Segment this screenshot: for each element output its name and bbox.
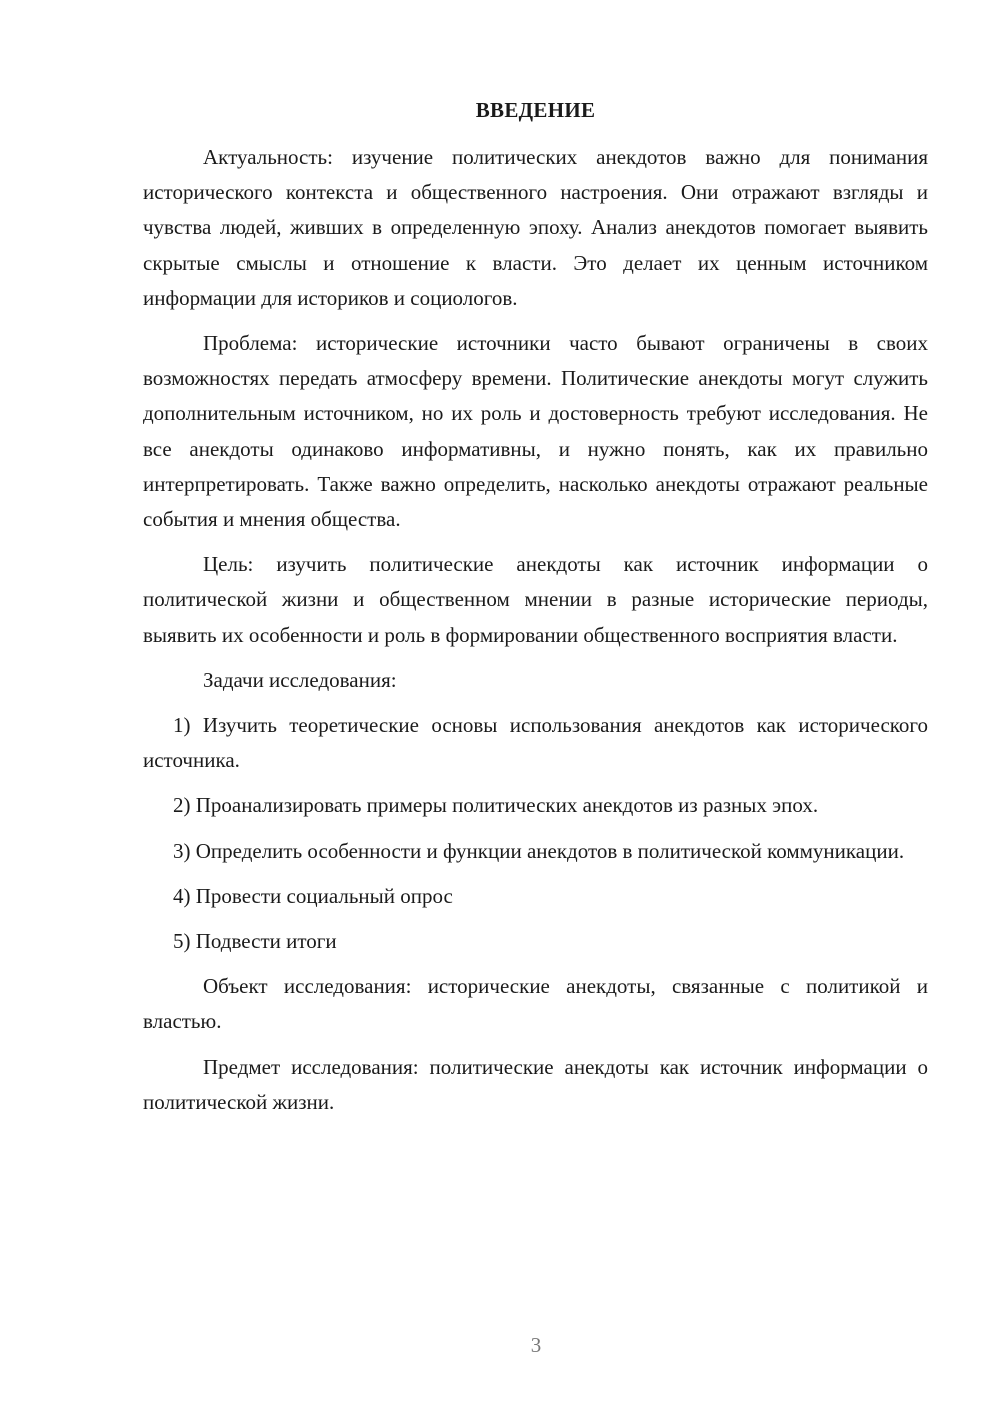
- relevance-paragraph: Актуальность: изучение политических анекдотов важно для понимания исторического контекста и общественного настроения. Они отражают взгляды и чувства людей, живших в определенную эпоху. Анализ анекдотов помогает выявить скрытые смыслы и отношение к власти. Это делает их ценным источником информации для историков и социологов.: [143, 145, 928, 310]
- list-item: 3) Определить особенности и функции анекдотов в политической коммуникации.: [173, 838, 905, 863]
- page-number: 3: [530, 1333, 542, 1357]
- goal-paragraph: Цель: изучить политические анекдоты как источник информации о политической жизни и общественном мнении в разные исторические периоды, выявить их особенности и роль в формировании общественного восприятия власти.: [143, 552, 928, 647]
- object-paragraph: Объект исследования: исторические анекдоты, связанные с политикой и властью.: [143, 974, 928, 1034]
- list-item: 2) Проанализировать примеры политических анекдотов из разных эпох.: [173, 793, 819, 818]
- tasks-list: [143, 708, 928, 959]
- list-item: 4) Провести социальный опрос: [173, 883, 453, 908]
- list-item: 1) Изучить теоретические основы использования анекдотов как исторического источника.: [143, 713, 928, 773]
- list-item: 5) Подвести итоги: [173, 929, 337, 954]
- page-content: [143, 96, 928, 1130]
- section-heading: ВВЕДЕНИЕ: [475, 98, 596, 122]
- problem-paragraph: Проблема: исторические источники часто бывают ограничены в своих возможностях передать атмосферу времени. Политические анекдоты могут служить дополнительным источником, но их роль и достоверность требуют исследования. Не все анекдоты одинаково информативны, и нужно понять, как их правильно интерпретировать. Также важно определить, насколько анекдоты отражают реальные события и мнения общества.: [143, 331, 928, 532]
- tasks-intro: Задачи исследования:: [203, 667, 397, 692]
- subject-paragraph: Предмет исследования: политические анекдоты как источник информации о политической жизни.: [143, 1054, 928, 1114]
